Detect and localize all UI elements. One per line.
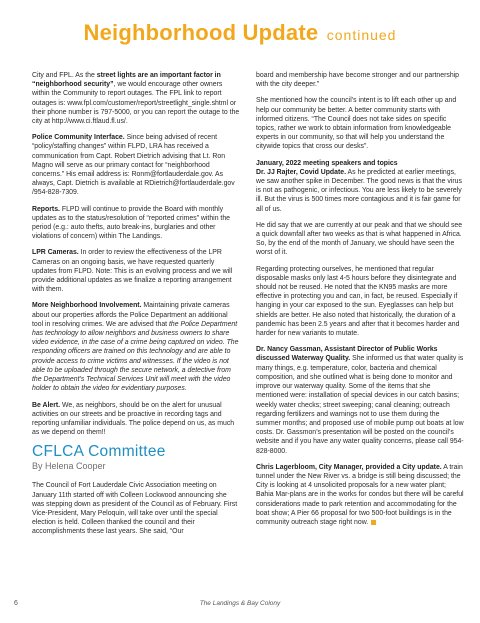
page-title-continued: continued — [326, 27, 397, 43]
publication-name: The Landings & Bay Colony — [199, 600, 281, 607]
end-mark-icon — [371, 520, 376, 525]
council-intent-paragraph: She mentioned how the council’s intent is to lift each other up and help our community be better. A better community starts with informed citizens. “The Council does not take sides on specific topics, rather we work to obtain information from knowledgeable experts in our community, so that will help you understand the citywide topics that cross our desks”. — [256, 97, 457, 151]
paragraph-heading: Dr. JJ Rajter, Covid Update. — [256, 168, 346, 176]
paragraph-heading: Be Alert. — [32, 401, 61, 409]
bold-run: street lights are an important factor in “neighborhood security” — [32, 72, 221, 89]
police-interface-paragraph — [32, 133, 240, 197]
text-run: Since being advised of recent “policy/staffing changes” within FLPD, LRA has received a communication from Capt. Robert Dietrich advising that Lt. Ron Magno will serve as our primary contact for “neighborhood concerns.” His email address is: Ronm@fortlauderdale.gov. As always, Capt. Dietrich is available at RDietrich@fortlauderdale.gov /954-828-7309. — [32, 134, 235, 197]
paragraph-heading: More Neighborhood Involvement. — [32, 302, 142, 310]
be-alert-paragraph — [32, 401, 240, 438]
text-run: , we would encourage other owners within the Community to report outages. The FPL link to report outages is: www.fpl.com/customer/report/streetlight_single.shtml or their phone number is 797-5000, or you can report the outage to the city at http://www.ci.ftlaud.fl.us/. — [32, 81, 240, 126]
paragraph-heading: Reports. — [32, 205, 60, 213]
council-quote-paragraph: board and membership have become stronger and our partnership with the city deeper.” — [256, 72, 460, 89]
text-run: We, as neighbors, should be on the alert for unusual activities on our streets and be proactive in recording tags and reporting unfamiliar individuals. The police depend on us, as much as we depend on them!! — [32, 401, 235, 437]
text-run: City and FPL. As the — [32, 72, 97, 79]
paragraph-heading: Chris Lagerbloom, City Manager, provided a City update. — [256, 463, 442, 471]
paragraph-heading: Dr. Nancy Gassman, Assistant Director of Public Works discussed Waterway Quality. — [256, 346, 438, 363]
text-run: FLPD will continue to provide the Board with monthly updates as to the status/resolution of “reported crimes” within the period (e.g.: auto thefts, auto break-ins, burglaries and other violations of concern) within The Landings. — [32, 205, 231, 241]
byline: By Helena Cooper — [32, 461, 106, 472]
text-run: A train tunnel under the New River vs. a bridge is still being discussed; the City is looking at 4 unsolicited proposals for a new water plant; Bahia Mar-plans are in the works for condos but there will be careful considerations made to park retention and accommodating for the boat show; A Pier 66 proposal for two 500-foot buildings is in the community outreach stage right now. — [256, 463, 464, 526]
covid-update-paragraph — [256, 159, 464, 214]
section-title-cflca: CFLCA Committee — [32, 443, 166, 461]
streetlight-paragraph — [32, 71, 240, 126]
right-column — [256, 71, 464, 534]
city-update-paragraph — [256, 463, 464, 527]
text-run: In order to review the effectiveness of the LPR Cameras on an ongoing basis, we have requested quarterly updates from FLPD. Note: This is an evolving process and we will provide additional updates as we finalize a reporting arrangement with them. — [32, 249, 233, 294]
page-title: Neighborhood Update — [83, 20, 319, 45]
italic-run: the Police Department has technology to allow neighbors and business owners to share video evidence, in the case of a crime being captured on video. The responding officers are trained on this technology and are able to provide access to crime victims and witnesses. If the video is not able to be uploaded through the secure network, a detective from the Department’s Technical Services Unit will meet with the video holder to obtain the video for evidentiary purposes. — [32, 320, 239, 393]
page-number: 6 — [14, 600, 18, 607]
reports-paragraph — [32, 205, 240, 242]
covid-peak-paragraph: He did say that we are currently at our peak and that we should see a quick downfall after two weeks as that is what happened in Africa. So, by the end of the month of January, we should have seen the worst of it. — [256, 221, 463, 257]
text-run: She informed us that water quality is many things, e.g. temperature, color, bacteria and chemical composition, and she outlined what is being done to monitor and improve our waterway quality. Some of the items that she mentioned were: installation of special devices in our catch basins; weekly water checks; street sweeping; canal cleaning; outreach regarding fertilizers and warnings not to use them during the summer months; and proposed use of mobile pump out boats at low costs. Dr. Gassmon’s presentation will be posted on the council’s website and if you have any water quality concerns, please call 954-828-8000. — [256, 355, 464, 455]
page-header — [0, 20, 480, 46]
neighborhood-involvement-paragraph — [32, 301, 240, 393]
text-run: As he predicted at earlier meetings, we saw another spike in December. The good news is that the virus is not as pathogenic, or infectious. You are less likely to be severely ill. But the virus is 500 times more contagious and it is fair game for all of us. — [256, 168, 462, 213]
masks-paragraph: Regarding protecting ourselves, he mentioned that regular disposable masks only last 4-5 hours before they disintegrate and should not be reused. He noted that the KN95 masks are more effective in protecting you and can, in fact, be reused. Especially if hanging in your car exposed to the sun. Eyeglasses can help but shields are better. He also noted that historically, the duration of a pandemic has been 2.5 years and after that it becomes harder and harder for new variants to mutate. — [256, 265, 460, 338]
text-run: Maintaining private cameras about our properties affords the Police Department an additional tool in resolving crimes. We are advised that — [32, 302, 230, 328]
lpr-cameras-paragraph — [32, 248, 240, 294]
cflca-paragraph: The Council of Fort Lauderdale Civic Association meeting on January 11th started off with Colleen Lockwood announcing she was stepping down as president of the Council as of February. First Vice-President, Mary Peloquin, will take over until the special election is held. Colleen thanked the council and their accomplishments these last years. She said, “Our — [32, 482, 238, 536]
left-column — [32, 71, 240, 544]
section-heading: January, 2022 meeting speakers and topics — [256, 159, 398, 167]
paragraph-heading: LPR Cameras. — [32, 249, 79, 257]
waterway-quality-paragraph — [256, 345, 464, 455]
paragraph-heading: Police Community Interface. — [32, 134, 125, 142]
